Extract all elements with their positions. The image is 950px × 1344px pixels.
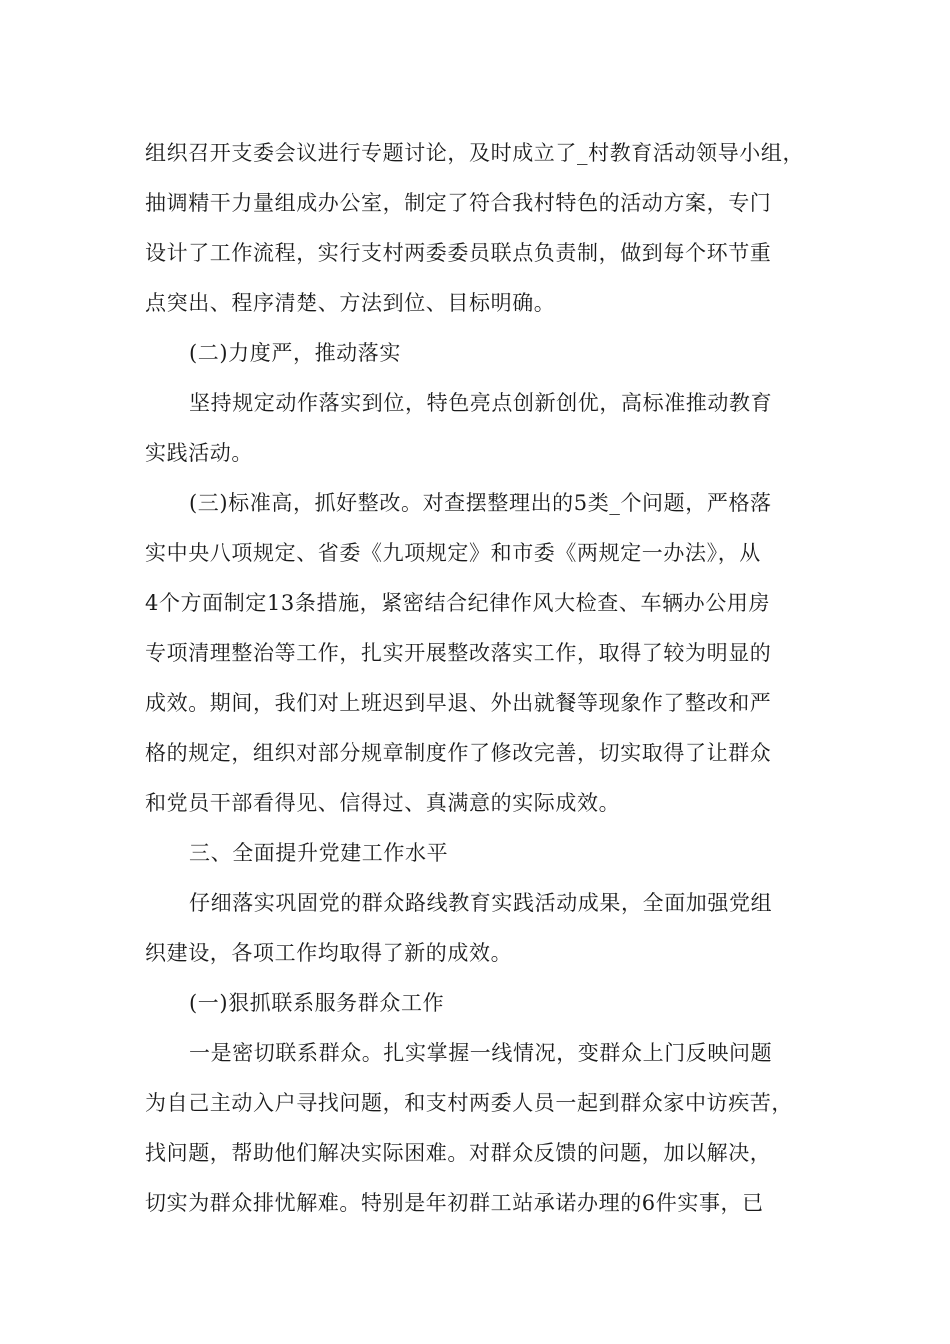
- text-line: 仔细落实巩固党的群众路线教育实践活动成果，全面加强党组: [189, 891, 773, 915]
- text-line: 找问题，帮助他们解决实际困难。对群众反馈的问题，加以解决，: [145, 1141, 772, 1165]
- text-line: 专项清理整治等工作，扎实开展整改落实工作，取得了较为明显的: [145, 641, 772, 665]
- text-line: 三、全面提升党建工作水平: [189, 841, 449, 865]
- text-line: 4个方面制定13条措施，紧密结合纪律作风大检查、车辆办公用房: [145, 591, 771, 615]
- text-line: 织建设，各项工作均取得了新的成效。: [145, 941, 513, 965]
- text-line: 实中央八项规定、省委《九项规定》和市委《两规定一办法》，从: [145, 541, 761, 565]
- text-line: 格的规定，组织对部分规章制度作了修改完善，切实取得了让群众: [145, 741, 772, 765]
- text-line: 抽调精干力量组成办公室，制定了符合我村特色的活动方案，专门: [145, 191, 772, 215]
- text-line: 坚持规定动作落实到位，特色亮点创新创优，高标准推动教育: [189, 391, 773, 415]
- text-line: 为自己主动入户寻找问题，和支村两委人员一起到群众家中访疾苦，: [145, 1091, 793, 1115]
- text-line: 和党员干部看得见、信得过、真满意的实际成效。: [145, 791, 621, 815]
- text-line: 切实为群众排忧解难。特别是年初群工站承诺办理的6件实事，已: [145, 1191, 764, 1215]
- text-line: 组织召开支委会议进行专题讨论，及时成立了_村教育活动领导小组，: [145, 141, 805, 165]
- text-line: (二)力度严，推动落实: [189, 341, 401, 365]
- text-line: 成效。期间，我们对上班迟到早退、外出就餐等现象作了整改和严: [145, 691, 772, 715]
- text-line: 一是密切联系群众。扎实掌握一线情况，变群众上门反映问题: [189, 1041, 773, 1065]
- document-body: [145, 128, 815, 1228]
- text-line: (一)狠抓联系服务群众工作: [189, 991, 445, 1015]
- text-line: 实践活动。: [145, 441, 253, 465]
- text-line: (三)标准高，抓好整改。对查摆整理出的5类_个问题，严格落: [189, 491, 772, 515]
- text-line: 点突出、程序清楚、方法到位、目标明确。: [145, 291, 556, 315]
- text-line: 设计了工作流程，实行支村两委委员联点负责制，做到每个环节重: [145, 241, 772, 265]
